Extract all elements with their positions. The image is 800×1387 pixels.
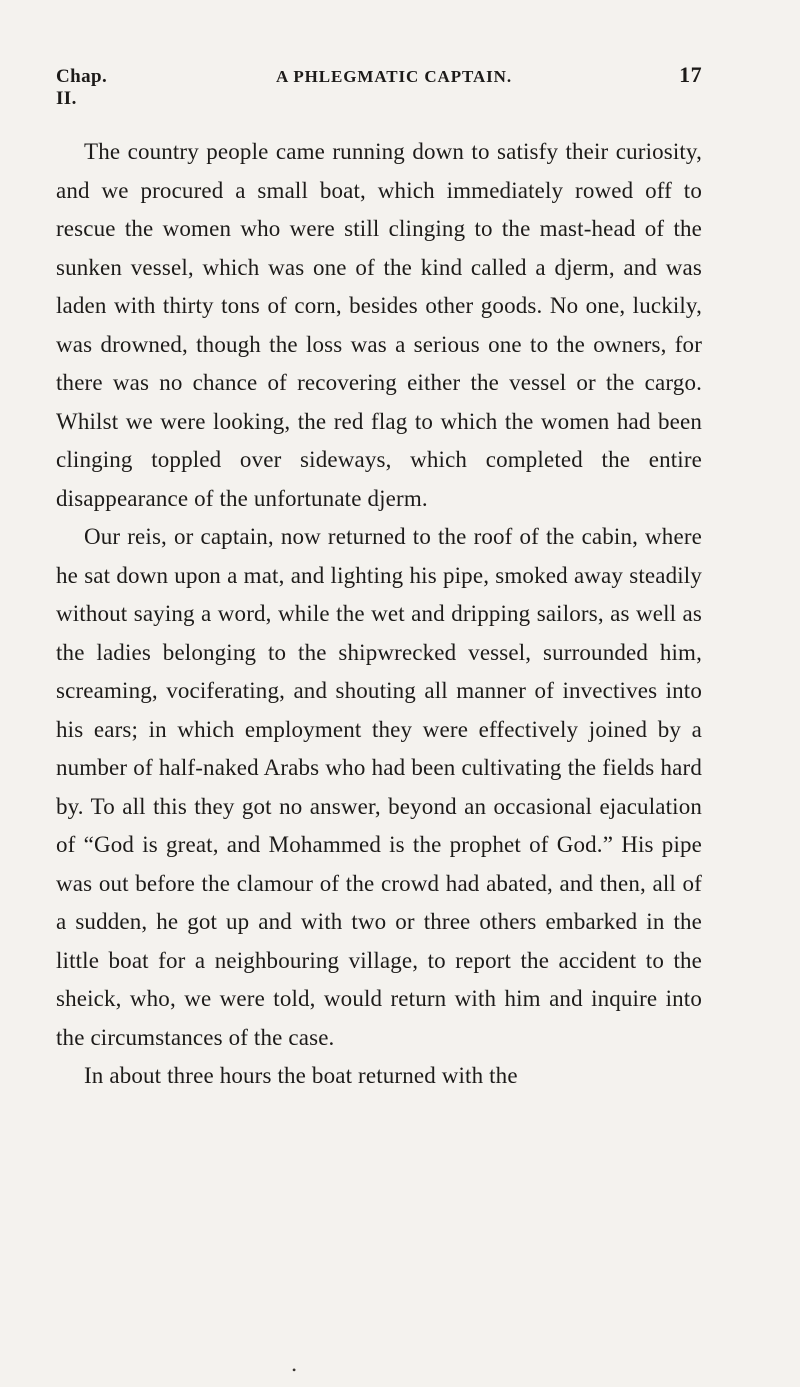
page-number: 17 [679,62,702,87]
printer-mark: • [292,1363,297,1377]
paragraph-2: Our reis, or captain, now returned to the roof of the cabin, where he sat down upon a mat, and lighting his pipe, smoked away steadily without saying a word, while the wet and dripping sailors, as well as the ladies belonging to the shipwrecked vessel, surrounded him, screaming, vociferating, and shouting all manner of invectives into his ears; in which employment they were effectively joined by a number of half-naked Arabs who had been cultivating the fields hard by. To all this they got no answer, beyond an occasional ejaculation of “God is great, and Mohammed is the prophet of God.” His pipe was out before the clamour of the crowd had abated, and then, all of a sudden, he got up and with two or three others embarked in the little boat for a neighbouring village, to report the accident to the sheick, who, we were told, would return with him and inquire into the circumstances of the case. [56,524,702,1050]
running-title: A PHLEGMATIC CAPTAIN. [276,67,512,86]
chapter-label: Chap. II. [56,66,108,109]
running-head [56,62,702,110]
paragraph-1: The country people came running down to satisfy their curiosity, and we procured a small boat, which immediately rowed off to rescue the women who were still clinging to the mast-head of the sunken vessel, which was one of the kind called a djerm, and was laden with thirty tons of corn, besides other goods. No one, luckily, was drowned, though the loss was a serious one to the owners, for there was no chance of recovering either the vessel or the cargo. Whilst we were looking, the red flag to which the women had been clinging toppled over sideways, which completed the entire disappearance of the unfortunate djerm. [56,139,702,511]
body-text [56,133,702,1096]
paragraph-3: In about three hours the boat returned with the [84,1063,518,1088]
